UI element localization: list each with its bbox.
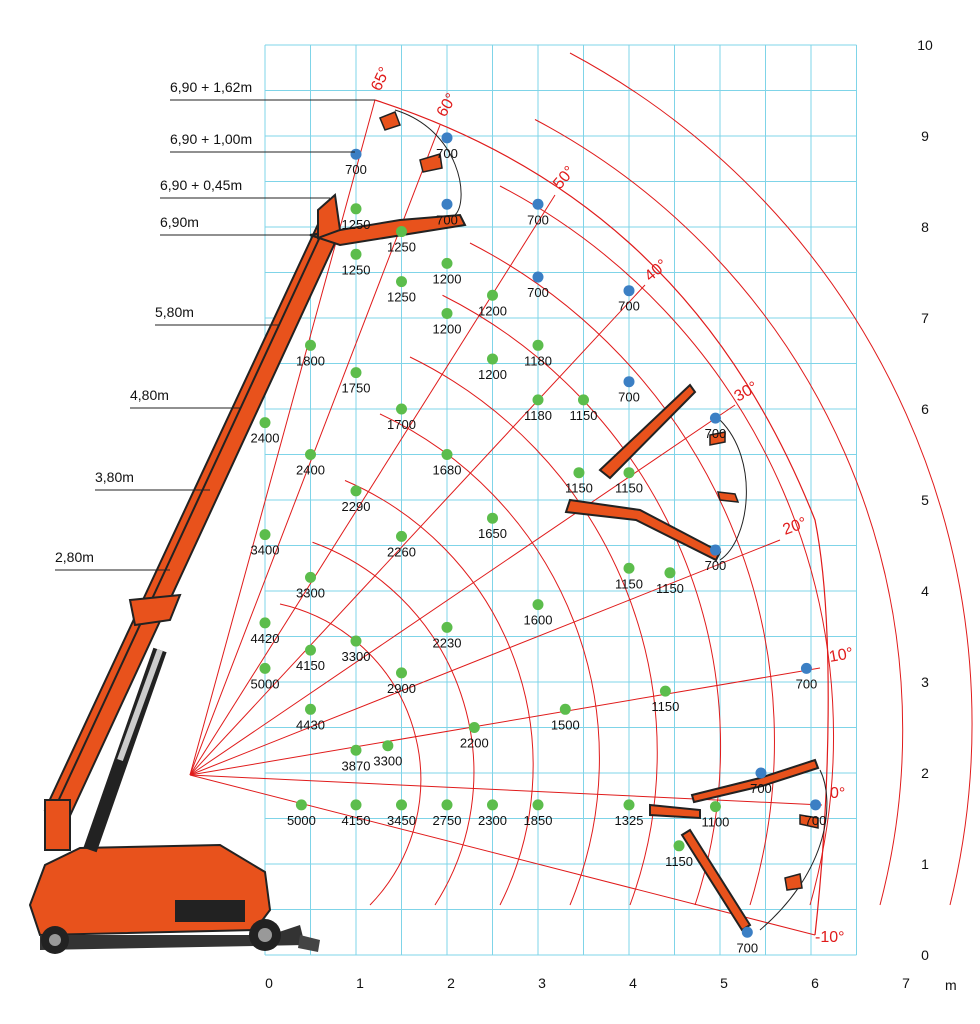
load-point bbox=[260, 663, 271, 674]
extension-label: 6,90 + 0,45m bbox=[160, 177, 243, 193]
load-point bbox=[382, 740, 393, 751]
load-value: 1200 bbox=[432, 321, 462, 337]
load-point bbox=[624, 799, 635, 810]
load-point bbox=[660, 686, 671, 697]
load-value: 700 bbox=[436, 145, 458, 161]
load-point bbox=[533, 272, 544, 283]
load-point bbox=[487, 513, 498, 524]
load-value: 700 bbox=[618, 298, 640, 314]
load-value: 1250 bbox=[387, 289, 416, 305]
load-value: 4420 bbox=[250, 630, 280, 646]
load-value: 3300 bbox=[296, 585, 325, 601]
y-tick-label: 1 bbox=[921, 856, 929, 872]
load-point bbox=[533, 599, 544, 610]
extension-label: 6,90 + 1,00m bbox=[170, 131, 253, 147]
load-point bbox=[710, 413, 721, 424]
load-point bbox=[442, 199, 453, 210]
extension-label: 5,80m bbox=[155, 304, 194, 320]
load-value: 2750 bbox=[432, 812, 462, 828]
angle-label: 60° bbox=[433, 90, 461, 120]
load-point bbox=[533, 394, 544, 405]
y-tick-label: 5 bbox=[921, 492, 929, 508]
angle-ray bbox=[190, 775, 815, 935]
crane-illustration bbox=[30, 112, 818, 954]
load-point bbox=[260, 529, 271, 540]
angle-label: 20° bbox=[780, 514, 810, 539]
extension-label: 3,80m bbox=[95, 469, 134, 485]
load-value: 4150 bbox=[341, 812, 371, 828]
angle-label: 30° bbox=[731, 378, 761, 406]
load-point bbox=[442, 132, 453, 143]
load-value: 1250 bbox=[341, 262, 371, 278]
load-point bbox=[624, 285, 635, 296]
y-tick-label: 9 bbox=[921, 128, 929, 144]
load-point bbox=[305, 449, 316, 460]
load-point bbox=[578, 394, 589, 405]
load-value: 1250 bbox=[341, 216, 371, 232]
angle-ray bbox=[190, 668, 820, 775]
load-point bbox=[533, 199, 544, 210]
x-unit-label: m bbox=[945, 977, 957, 993]
load-value: 700 bbox=[618, 389, 640, 405]
load-value: 3450 bbox=[387, 812, 416, 828]
load-value: 700 bbox=[736, 940, 759, 956]
x-tick-label: 3 bbox=[538, 975, 546, 991]
load-value: 1150 bbox=[615, 576, 643, 592]
load-value: 2230 bbox=[432, 635, 462, 651]
load-value: 2260 bbox=[387, 544, 416, 560]
radius-arc bbox=[313, 542, 474, 905]
load-value: 2900 bbox=[387, 680, 416, 696]
load-point bbox=[442, 622, 453, 633]
x-tick-label: 2 bbox=[447, 975, 455, 991]
load-point bbox=[260, 617, 271, 628]
load-value: 1200 bbox=[478, 366, 507, 382]
load-point bbox=[755, 768, 766, 779]
x-tick-label: 0 bbox=[265, 975, 273, 991]
load-point bbox=[487, 290, 498, 301]
load-point bbox=[296, 799, 307, 810]
load-point bbox=[710, 801, 721, 812]
load-point bbox=[396, 276, 407, 287]
load-value: 2400 bbox=[296, 462, 325, 478]
load-value: 700 bbox=[345, 162, 367, 178]
load-point bbox=[469, 722, 480, 733]
y-tick-label: 7 bbox=[921, 310, 929, 326]
y-tick-label: 2 bbox=[921, 765, 929, 781]
load-value: 1150 bbox=[569, 407, 598, 423]
load-value: 2200 bbox=[459, 735, 489, 751]
load-value: 4150 bbox=[296, 658, 325, 674]
load-value: 1180 bbox=[524, 407, 552, 423]
load-point bbox=[624, 563, 635, 574]
x-tick-label: 7 bbox=[902, 975, 910, 991]
load-value: 1750 bbox=[341, 380, 371, 396]
load-value: 3870 bbox=[341, 758, 371, 774]
load-value: 1150 bbox=[655, 580, 684, 596]
x-tick-label: 1 bbox=[356, 975, 364, 991]
load-value: 1600 bbox=[523, 612, 553, 628]
load-point bbox=[351, 636, 362, 647]
y-tick-label: 8 bbox=[921, 219, 929, 235]
load-value: 700 bbox=[527, 285, 549, 301]
load-value: 1100 bbox=[701, 814, 730, 830]
angle-label: 10° bbox=[827, 644, 855, 666]
load-point bbox=[664, 567, 675, 578]
load-value: 5000 bbox=[286, 812, 316, 828]
load-value: 700 bbox=[804, 812, 827, 828]
load-point bbox=[487, 353, 498, 364]
load-value: 5000 bbox=[250, 676, 280, 692]
y-tick-label: 6 bbox=[921, 401, 929, 417]
y-tick-label: 4 bbox=[921, 583, 929, 599]
load-point bbox=[351, 799, 362, 810]
load-value: 1200 bbox=[478, 303, 507, 319]
load-point bbox=[810, 799, 821, 810]
angle-ray bbox=[190, 195, 555, 775]
load-point bbox=[396, 531, 407, 542]
x-tick-label: 5 bbox=[720, 975, 728, 991]
load-value: 3300 bbox=[373, 753, 403, 769]
load-value: 1650 bbox=[478, 526, 507, 542]
jib-envelope bbox=[395, 110, 827, 930]
radius-arc bbox=[470, 243, 774, 905]
load-value: 2290 bbox=[341, 498, 371, 514]
load-point bbox=[487, 799, 498, 810]
load-point bbox=[742, 927, 753, 938]
load-value: 1150 bbox=[564, 480, 593, 496]
load-value: 1150 bbox=[665, 853, 694, 869]
load-point bbox=[560, 704, 571, 715]
load-value: 3300 bbox=[341, 649, 371, 665]
load-point bbox=[351, 745, 362, 756]
load-point bbox=[533, 340, 544, 351]
load-value: 1800 bbox=[296, 353, 325, 369]
load-value: 3400 bbox=[250, 542, 280, 558]
load-point bbox=[305, 704, 316, 715]
load-point bbox=[801, 663, 812, 674]
load-point bbox=[624, 467, 635, 478]
load-value: 1850 bbox=[523, 812, 553, 828]
radius-arc bbox=[345, 481, 533, 906]
load-point bbox=[351, 485, 362, 496]
load-point bbox=[396, 404, 407, 415]
load-value: 2300 bbox=[478, 812, 507, 828]
load-point bbox=[674, 840, 685, 851]
load-value: 1500 bbox=[550, 717, 580, 733]
load-point bbox=[396, 667, 407, 678]
load-value: 1200 bbox=[432, 271, 462, 287]
load-point bbox=[351, 249, 362, 260]
extension-label: 6,90 + 1,62m bbox=[170, 79, 253, 95]
extension-label: 2,80m bbox=[55, 549, 94, 565]
load-point bbox=[305, 340, 316, 351]
angle-label: 40° bbox=[641, 256, 672, 286]
extension-label: 6,90m bbox=[160, 214, 199, 230]
load-value: 700 bbox=[704, 426, 727, 442]
load-value: 4430 bbox=[296, 717, 325, 733]
load-point bbox=[710, 545, 721, 556]
extension-label: 4,80m bbox=[130, 387, 169, 403]
angle-label: -10° bbox=[815, 929, 845, 946]
load-point bbox=[396, 799, 407, 810]
load-point bbox=[351, 149, 362, 160]
x-tick-label: 4 bbox=[629, 975, 637, 991]
load-point bbox=[442, 308, 453, 319]
load-point bbox=[351, 367, 362, 378]
load-value: 1680 bbox=[432, 462, 462, 478]
load-value: 1180 bbox=[524, 353, 552, 369]
load-point bbox=[305, 572, 316, 583]
load-point bbox=[442, 799, 453, 810]
load-value: 700 bbox=[527, 212, 549, 228]
y-tick-label: 10 bbox=[917, 37, 933, 53]
load-point bbox=[442, 258, 453, 269]
load-point bbox=[573, 467, 584, 478]
load-point bbox=[442, 449, 453, 460]
load-value: 700 bbox=[750, 781, 772, 796]
angle-label: 50° bbox=[550, 163, 579, 193]
x-tick-label: 6 bbox=[811, 975, 819, 991]
load-value: 2400 bbox=[250, 430, 280, 446]
load-value: 1150 bbox=[651, 699, 680, 715]
load-point bbox=[351, 203, 362, 214]
load-value: 1700 bbox=[387, 417, 416, 432]
load-value: 1325 bbox=[614, 812, 644, 828]
load-point bbox=[533, 799, 544, 810]
load-value: 700 bbox=[436, 212, 458, 228]
load-point bbox=[624, 376, 635, 387]
load-value: 700 bbox=[704, 558, 727, 574]
load-value: 1150 bbox=[615, 480, 643, 496]
load-point bbox=[305, 645, 316, 656]
angle-label: 0° bbox=[830, 785, 846, 802]
load-value: 700 bbox=[795, 676, 818, 692]
y-tick-label: 3 bbox=[921, 674, 929, 690]
load-point bbox=[260, 417, 271, 428]
y-tick-label: 0 bbox=[921, 947, 929, 963]
load-value: 1250 bbox=[387, 239, 416, 255]
load-point bbox=[396, 226, 407, 237]
angle-label: 65° bbox=[368, 64, 394, 94]
